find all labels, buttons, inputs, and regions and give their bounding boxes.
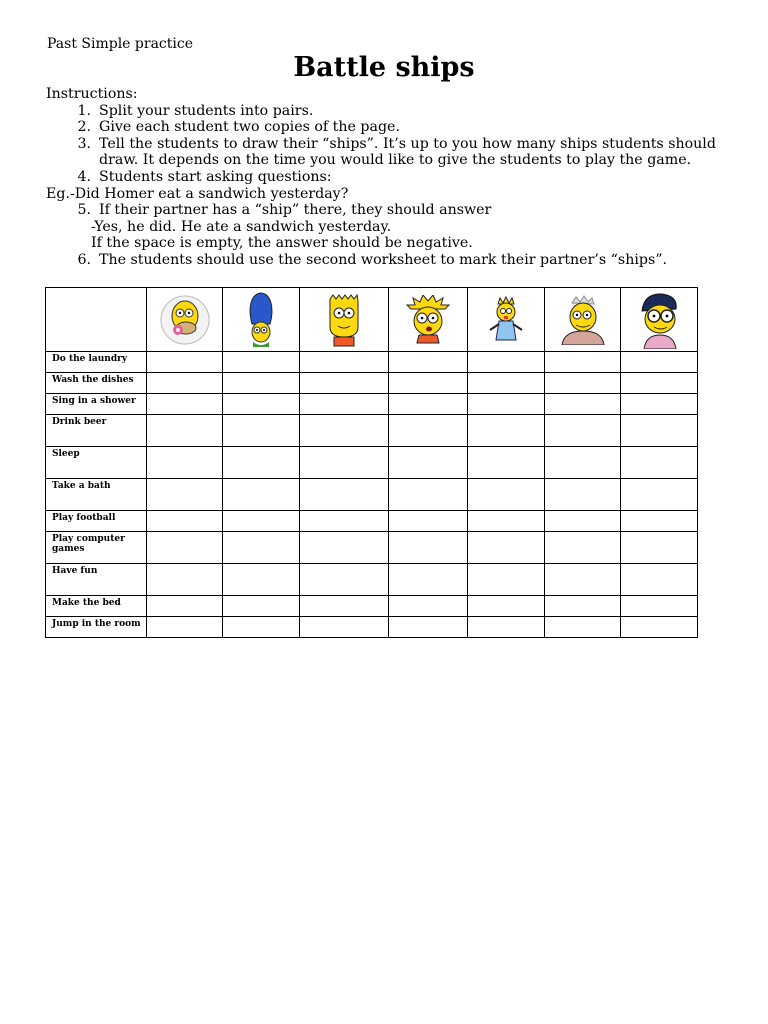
- table-row: [46, 415, 698, 447]
- grid-cell[interactable]: [389, 617, 468, 638]
- grid-cell[interactable]: [545, 596, 621, 617]
- character-cell-bart: [300, 288, 389, 352]
- header-label: Past Simple practice: [47, 36, 193, 52]
- grid-cell[interactable]: [300, 511, 389, 532]
- step-text: Students start asking questions:: [99, 168, 332, 185]
- grid-cell[interactable]: [389, 479, 468, 511]
- grid-cell[interactable]: [147, 352, 223, 373]
- step-text: Split your students into pairs.: [99, 102, 314, 119]
- character-cell-grampa: [545, 288, 621, 352]
- bart-icon: [322, 293, 366, 347]
- grid-cell[interactable]: [389, 415, 468, 447]
- grid-cell[interactable]: [147, 447, 223, 479]
- table-row: [46, 394, 698, 415]
- table-row: [46, 617, 698, 638]
- grid-cell[interactable]: [223, 596, 300, 617]
- grid-cell[interactable]: [545, 564, 621, 596]
- grid-cell[interactable]: [223, 617, 300, 638]
- grid-cell[interactable]: [468, 373, 545, 394]
- step-number: 5.: [77, 202, 91, 219]
- step-text: Give each student two copies of the page.: [99, 119, 400, 136]
- grid-cell[interactable]: [621, 373, 698, 394]
- activity-label: Sleep: [52, 449, 80, 459]
- grid-cell[interactable]: [468, 479, 545, 511]
- grid-cell[interactable]: [468, 394, 545, 415]
- grid-cell[interactable]: [300, 596, 389, 617]
- step-4: [46, 169, 736, 186]
- instructions: [46, 86, 736, 269]
- grid-cell[interactable]: [147, 373, 223, 394]
- grid-cell[interactable]: [389, 564, 468, 596]
- grid-cell[interactable]: [468, 596, 545, 617]
- grid-cell[interactable]: [389, 394, 468, 415]
- activity-cell: [46, 479, 147, 511]
- grid-cell[interactable]: [468, 352, 545, 373]
- step-number: 3.: [77, 135, 91, 152]
- page-title: Battle ships: [293, 52, 475, 83]
- maggie-icon: [486, 296, 526, 344]
- step-6: [46, 252, 736, 269]
- grid-cell[interactable]: [147, 564, 223, 596]
- grid-cell[interactable]: [147, 596, 223, 617]
- character-cell-homer: [147, 288, 223, 352]
- grid-cell[interactable]: [468, 532, 545, 564]
- grid-cell[interactable]: [621, 415, 698, 447]
- step-3: [46, 136, 736, 169]
- table-row: [46, 564, 698, 596]
- grid-cell[interactable]: [621, 479, 698, 511]
- grid-cell[interactable]: [621, 394, 698, 415]
- grid-cell[interactable]: [545, 511, 621, 532]
- grid-cell[interactable]: [147, 415, 223, 447]
- grid-cell[interactable]: [300, 447, 389, 479]
- step-text: Tell the students to draw their “ships”. It’s up to you how many ships students should draw. It depends on the time you would like to give the students to play the game.: [99, 135, 716, 169]
- grid-cell[interactable]: [468, 564, 545, 596]
- grid-cell[interactable]: [223, 447, 300, 479]
- grid-cell[interactable]: [468, 447, 545, 479]
- grid-cell[interactable]: [147, 479, 223, 511]
- grid-cell[interactable]: [468, 511, 545, 532]
- example-question: Eg.-Did Homer eat a sandwich yesterday?: [46, 185, 349, 202]
- grid-cell[interactable]: [223, 415, 300, 447]
- activity-label: Have fun: [52, 566, 98, 576]
- grid-cell[interactable]: [389, 373, 468, 394]
- activity-cell: [46, 394, 147, 415]
- grid-cell[interactable]: [389, 511, 468, 532]
- grid-cell[interactable]: [147, 532, 223, 564]
- activity-label: Sing in a shower: [52, 396, 136, 406]
- lisa-icon: [405, 295, 451, 345]
- grid-cell[interactable]: [223, 394, 300, 415]
- activity-cell: [46, 564, 147, 596]
- activity-cell: [46, 352, 147, 373]
- grid-cell[interactable]: [389, 352, 468, 373]
- character-cell-marge: [223, 288, 300, 352]
- grid-cell[interactable]: [223, 479, 300, 511]
- grid-cell[interactable]: [223, 373, 300, 394]
- grid-cell[interactable]: [223, 532, 300, 564]
- grid-cell[interactable]: [545, 373, 621, 394]
- activity-cell: [46, 447, 147, 479]
- grid-cell[interactable]: [389, 532, 468, 564]
- activity-label: Jump in the room: [52, 619, 141, 629]
- grid-cell[interactable]: [300, 564, 389, 596]
- activity-cell: [46, 617, 147, 638]
- table-row: [46, 532, 698, 564]
- activity-label: Take a bath: [52, 481, 111, 491]
- grid-cell[interactable]: [621, 617, 698, 638]
- activity-cell: [46, 373, 147, 394]
- grid-cell[interactable]: [147, 394, 223, 415]
- instructions-heading: Instructions:: [46, 86, 138, 102]
- grid-cell[interactable]: [621, 532, 698, 564]
- character-cell-milhouse: [621, 288, 698, 352]
- grid-cell[interactable]: [545, 394, 621, 415]
- grid-cell[interactable]: [545, 532, 621, 564]
- step-text: If their partner has a “ship” there, they should answer: [99, 202, 492, 219]
- grid-cell[interactable]: [300, 617, 389, 638]
- table-row: [46, 479, 698, 511]
- grid-cell[interactable]: [300, 479, 389, 511]
- activity-cell: [46, 511, 147, 532]
- grid-cell[interactable]: [223, 511, 300, 532]
- grid-cell[interactable]: [545, 447, 621, 479]
- activity-label: Play computer games: [52, 534, 125, 554]
- battleship-grid: [45, 287, 698, 638]
- corner-cell: [46, 288, 147, 352]
- table-row: [46, 596, 698, 617]
- example-positive-answer: -Yes, he did. He ate a sandwich yesterday.: [91, 218, 392, 235]
- milhouse-icon: [634, 291, 684, 349]
- character-header-row: [46, 288, 698, 352]
- grid-cell[interactable]: [300, 373, 389, 394]
- grid-cell[interactable]: [621, 352, 698, 373]
- step-number: 4.: [77, 168, 91, 185]
- grid-cell[interactable]: [621, 564, 698, 596]
- step-text: The students should use the second worksheet to mark their partner’s “ships”.: [99, 251, 667, 268]
- table-row: [46, 352, 698, 373]
- activity-label: Make the bed: [52, 598, 121, 608]
- grid-cell[interactable]: [300, 532, 389, 564]
- character-cell-lisa: [389, 288, 468, 352]
- grid-cell[interactable]: [468, 415, 545, 447]
- grid-cell[interactable]: [300, 415, 389, 447]
- character-cell-maggie: [468, 288, 545, 352]
- step-2: [46, 119, 736, 136]
- activity-label: Drink beer: [52, 417, 107, 427]
- activity-cell: [46, 415, 147, 447]
- homer-icon: [159, 294, 211, 346]
- grid-cell[interactable]: [147, 511, 223, 532]
- grid-cell[interactable]: [223, 564, 300, 596]
- grid-cell[interactable]: [223, 352, 300, 373]
- step-5: [46, 202, 736, 219]
- grampa-icon: [556, 295, 610, 345]
- activity-cell: [46, 596, 147, 617]
- table-row: [46, 447, 698, 479]
- step-number: 1.: [77, 102, 91, 119]
- grid-cell[interactable]: [300, 394, 389, 415]
- grid-cell[interactable]: [389, 596, 468, 617]
- activity-label: Play football: [52, 513, 116, 523]
- table-row: [46, 511, 698, 532]
- marge-icon: [244, 292, 278, 348]
- step-number: 2.: [77, 119, 91, 136]
- grid-cell[interactable]: [545, 352, 621, 373]
- grid-cell[interactable]: [621, 447, 698, 479]
- grid-cell[interactable]: [389, 447, 468, 479]
- grid-cell[interactable]: [545, 415, 621, 447]
- activity-cell: [46, 532, 147, 564]
- grid-cell[interactable]: [468, 617, 545, 638]
- grid-cell[interactable]: [545, 479, 621, 511]
- example-negative-note: If the space is empty, the answer should be negative.: [91, 235, 473, 252]
- grid-cell[interactable]: [621, 596, 698, 617]
- step-number: 6.: [77, 251, 91, 268]
- step-1: [46, 103, 736, 120]
- activity-label: Do the laundry: [52, 354, 128, 364]
- activity-label: Wash the dishes: [52, 375, 134, 385]
- grid-cell[interactable]: [147, 617, 223, 638]
- grid-cell[interactable]: [545, 617, 621, 638]
- grid-cell[interactable]: [621, 511, 698, 532]
- grid-cell[interactable]: [300, 352, 389, 373]
- table-row: [46, 373, 698, 394]
